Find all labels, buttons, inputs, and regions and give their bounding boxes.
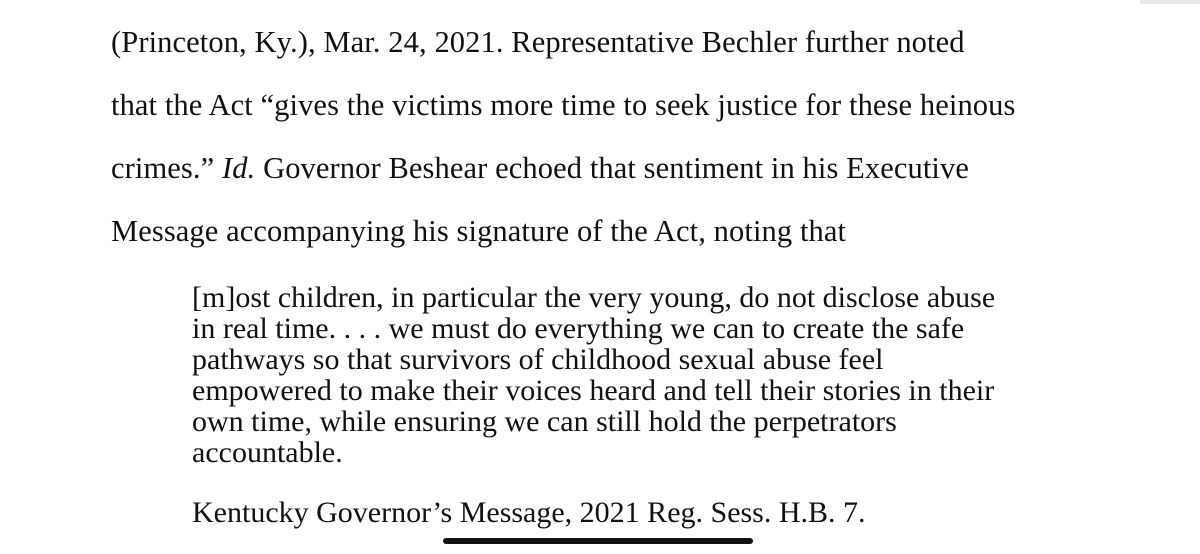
quote-line-5: own time, while ensuring we can still hold the perpetrators bbox=[192, 405, 897, 438]
paragraph-line-3-end: Governor Beshear echoed that sentiment in his Executive bbox=[255, 151, 969, 185]
id-citation: Id. bbox=[222, 151, 256, 185]
home-indicator[interactable] bbox=[443, 538, 753, 544]
paragraph-line-2: that the Act “gives the victims more time to seek justice for these heinous bbox=[111, 88, 1016, 122]
block-quote bbox=[192, 282, 1092, 468]
top-scroll-indicator bbox=[1140, 0, 1200, 4]
quote-line-3: pathways so that survivors of childhood sexual abuse feel bbox=[192, 343, 884, 376]
quote-line-6: accountable. bbox=[192, 436, 343, 469]
paragraph-line-1: (Princeton, Ky.), Mar. 24, 2021. Representative Bechler further noted bbox=[111, 25, 965, 59]
paragraph-line-3 bbox=[111, 150, 969, 186]
quote-line-4: empowered to make their voices heard and tell their stories in their bbox=[192, 374, 995, 407]
paragraph-line-4: Message accompanying his signature of the Act, noting that bbox=[111, 214, 847, 248]
quote-line-2: in real time. . . . we must do everything we can to create the safe bbox=[192, 312, 965, 345]
quote-citation: Kentucky Governor’s Message, 2021 Reg. Sess. H.B. 7. bbox=[192, 496, 866, 529]
quote-line-1: [m]ost children, in particular the very young, do not disclose abuse bbox=[192, 281, 996, 314]
paragraph-line-3-start: crimes.” bbox=[111, 151, 222, 185]
